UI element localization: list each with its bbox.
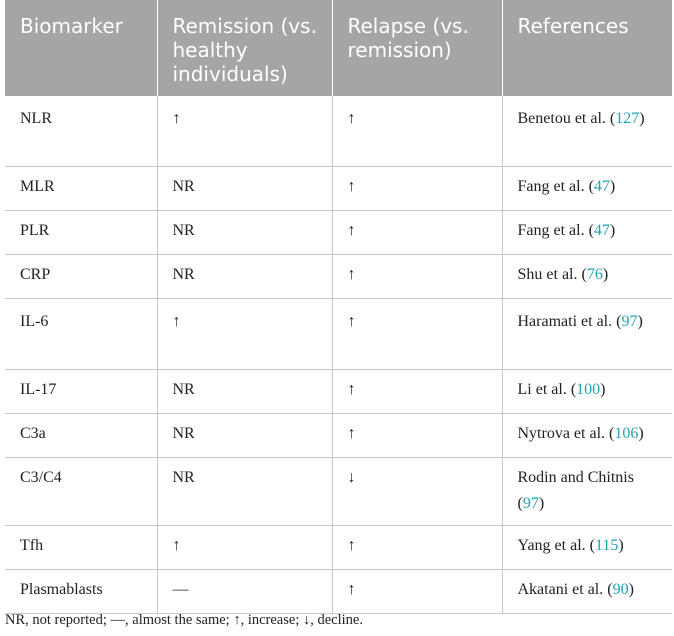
header-references: References [502, 0, 672, 96]
cell-remission: ↑ [157, 526, 332, 570]
reference-close: ) [600, 381, 606, 398]
reference-text: Fang et al. ( [517, 222, 594, 239]
cell-biomarker: CRP [5, 255, 157, 299]
reference-link[interactable]: 100 [576, 381, 601, 398]
reference-link[interactable]: 90 [612, 581, 629, 598]
cell-reference [502, 414, 672, 458]
cell-remission: NR [157, 167, 332, 211]
cell-reference [502, 299, 672, 370]
cell-biomarker: IL-6 [5, 299, 157, 370]
cell-relapse: ↑ [332, 299, 502, 370]
cell-relapse: ↑ [332, 211, 502, 255]
cell-relapse: ↑ [332, 526, 502, 570]
cell-reference [502, 526, 672, 570]
reference-text: Li et al. ( [517, 381, 577, 398]
reference-close: ) [609, 178, 616, 195]
reference-close: ) [639, 110, 645, 127]
reference-close: ) [638, 425, 644, 442]
header-relapse: Relapse (vs. remission) [332, 0, 502, 96]
table-header-row [5, 0, 672, 96]
reference-text: Akatani et al. ( [517, 581, 613, 598]
reference-link[interactable]: 106 [614, 425, 639, 442]
reference-text: Fang et al. ( [517, 178, 594, 195]
cell-reference [502, 570, 672, 614]
reference-text: Yang et al. ( [517, 537, 595, 554]
cell-biomarker: C3a [5, 414, 157, 458]
cell-reference [502, 211, 672, 255]
table-row [5, 526, 672, 570]
reference-close: ) [609, 222, 616, 239]
cell-relapse: ↑ [332, 570, 502, 614]
reference-text: Haramati et al. ( [517, 313, 622, 330]
cell-biomarker: C3/C4 [5, 458, 157, 526]
cell-remission: NR [157, 458, 332, 526]
cell-relapse: ↑ [332, 167, 502, 211]
cell-remission: ↑ [157, 299, 332, 370]
reference-link[interactable]: 47 [593, 178, 610, 195]
cell-reference [502, 255, 672, 299]
table-row [5, 96, 672, 167]
table-row [5, 370, 672, 414]
cell-biomarker: Plasmablasts [5, 570, 157, 614]
reference-close: ) [628, 581, 634, 598]
biomarker-table [5, 0, 672, 614]
cell-relapse: ↓ [332, 458, 502, 526]
cell-remission: NR [157, 414, 332, 458]
reference-link[interactable]: 115 [594, 537, 619, 554]
cell-remission: ↑ [157, 96, 332, 167]
cell-remission: NR [157, 370, 332, 414]
cell-remission: NR [157, 255, 332, 299]
reference-text: Rodin and Chitnis ( [517, 469, 634, 512]
cell-relapse: ↑ [332, 370, 502, 414]
cell-relapse: ↑ [332, 96, 502, 167]
cell-biomarker: MLR [5, 167, 157, 211]
reference-close: ) [602, 266, 609, 283]
cell-reference [502, 96, 672, 167]
reference-close: ) [618, 537, 624, 554]
table-row [5, 414, 672, 458]
cell-remission: — [157, 570, 332, 614]
table-footnote: NR, not reported; —, almost the same; ↑, increase; ↓, decline. [5, 612, 363, 628]
reference-close: ) [637, 313, 643, 330]
cell-reference [502, 370, 672, 414]
cell-biomarker: Tfh [5, 526, 157, 570]
table-row [5, 211, 672, 255]
table-row [5, 570, 672, 614]
biomarker-table-container [5, 0, 672, 614]
reference-link[interactable]: 97 [522, 495, 539, 512]
reference-text: Shu et al. ( [517, 266, 587, 283]
header-biomarker: Biomarker [5, 0, 157, 96]
reference-link[interactable]: 76 [586, 266, 603, 283]
cell-relapse: ↑ [332, 255, 502, 299]
cell-remission: NR [157, 211, 332, 255]
reference-link[interactable]: 97 [621, 313, 638, 330]
cell-biomarker: NLR [5, 96, 157, 167]
table-row [5, 299, 672, 370]
reference-text: Benetou et al. ( [517, 110, 616, 127]
header-remission: Remission (vs. healthy individuals) [157, 0, 332, 96]
reference-close: ) [538, 495, 545, 512]
cell-reference [502, 167, 672, 211]
cell-biomarker: PLR [5, 211, 157, 255]
table-row [5, 458, 672, 526]
table-row [5, 255, 672, 299]
cell-reference [502, 458, 672, 526]
table-row [5, 167, 672, 211]
cell-biomarker: IL-17 [5, 370, 157, 414]
cell-relapse: ↑ [332, 414, 502, 458]
reference-text: Nytrova et al. ( [517, 425, 615, 442]
reference-link[interactable]: 47 [593, 222, 610, 239]
reference-link[interactable]: 127 [615, 110, 640, 127]
